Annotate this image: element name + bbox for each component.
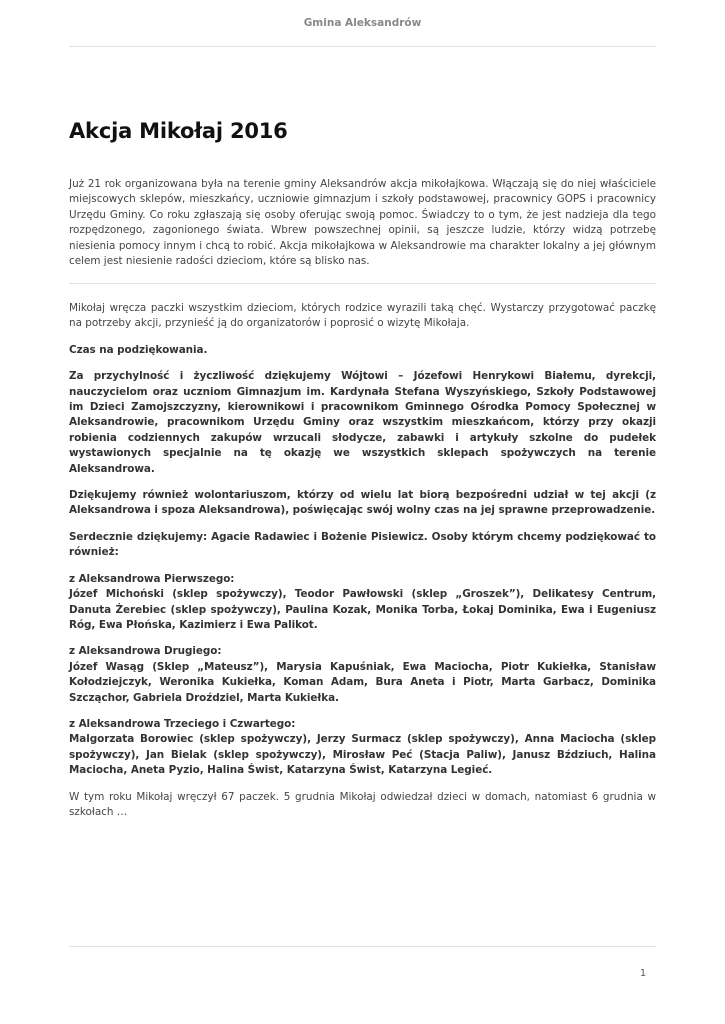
group-label: z Aleksandrowa Pierwszego: <box>69 572 235 585</box>
closing-paragraph: W tym roku Mikołaj wręczył 67 paczek. 5 grudnia Mikołaj odwiedzał dzieci w domach, natomiast 6 grudnia w szkołach … <box>69 790 656 818</box>
group-label: z Aleksandrowa Trzeciego i Czwartego: <box>69 717 296 730</box>
article-intro: Już 21 rok organizowana była na terenie gminy Aleksandrów akcja mikołajkowa. Włączają się do niej właściciele miejscowych sklepów, mieszkańcy, uczniowie gimnazjum i szkoły podstawowej, pracownicy GOPS i pracownicy Urzędu Gminy. Co roku zgłaszają się osoby oferując swoją pomoc. Świadczy to o tym, że jest nadzieja dla tego rozpędzonego, zagonionego świata. Wbrew powszechnej opinii, są jeszcze ludzie, którzy widzą potrzebę niesienia pomocy innym i chcą to robić. Akcja mikołajkowa w Aleksandrowie ma charakter lokalny a jej głównym celem jest niesienie radości dzieciom, które są blisko nas. <box>69 178 656 268</box>
intro-divider <box>69 283 656 284</box>
article-title: Akcja Mikołaj 2016 <box>69 119 288 143</box>
site-header: Gmina Aleksandrów <box>303 17 422 29</box>
thanks-paragraph: Za przychylność i życzliwość dziękujemy Wójtowi – Józefowi Henrykowi Białemu, dyrekcji, nauczycielom oraz uczniom Gimnazjum im. Kardynała Stefana Wyszyńskiego, Szkoły Podstawowej im Dzieci Zamojszczyzny, kierownikowi i pracownikom Gminnego Ośrodka Pomocy Społecznej w Aleksandrowie, pracownikom Urzędu Gminy oraz wszystkim mieszkańcom, którzy przy okazji robienia codziennych zakupów wrzucali słodycze, zabawki i artykuły szkolne do pudełek wystawionych specjalnie na tę okazję we wszystkich sklepach spożywczych na terenie Aleksandrowa. <box>69 370 656 475</box>
header-divider <box>69 46 656 47</box>
group-names: Józef Wasąg (Sklep „Mateusz”), Marysia Kapuśniak, Ewa Maciocha, Piotr Kukiełka, Stanisław Kołodziejczyk, Weronika Kukiełka, Koman Adam, Bura Aneta i Piotr, Marta Garbacz, Dominika Szcząchor, Gabriela Droździel, Marta Kukiełka. <box>69 660 656 704</box>
group-label: z Aleksandrowa Drugiego: <box>69 645 222 658</box>
page-number: 1 <box>639 968 646 979</box>
thanks-heading: Czas na podziękowania. <box>69 343 208 356</box>
thanks-individuals: Serdecznie dziękujemy: Agacie Radawiec i Bożenie Pisiewicz. Osoby którym chcemy podziękować to również: <box>69 530 656 559</box>
group-names: Józef Michoński (sklep spożywczy), Teodor Pawłowski (sklep „Groszek”), Delikatesy Centrum, Danuta Żerebiec (sklep spożywczy), Paulina Kozak, Monika Torba, Łokaj Dominika, Ewa i Eugeniusz Róg, Ewa Płońska, Kazimierz i Ewa Palikot. <box>69 588 656 631</box>
footer-divider <box>69 946 656 947</box>
group-names: Malgorzata Borowiec (sklep spożywczy), Jerzy Surmacz (sklep spożywczy), Anna Maciocha (sklep spożywczy), Jan Bielak (sklep spożywczy), Mirosław Peć (Stacja Paliw), Janusz Bździuch, Halina Maciocha, Aneta Pyzio, Halina Świst, Katarzyna Świst, Katarzyna Legieć. <box>69 733 656 777</box>
thanks-volunteers: Dziękujemy również wolontariuszom, którzy od wielu lat biorą bezpośredni udział w tej akcji (z Aleksandrowa i spoza Aleksandrowa), poświęcając swój wolny czas na jej sprawne przeprowadzenie. <box>69 489 656 517</box>
body-paragraph: Mikołaj wręcza paczki wszystkim dzieciom, których rodzice wyrazili taką chęć. Wystarczy przygotować paczkę na potrzeby akcji, przynieść ją do organizatorów i poprosić o wizytę Mikołaja. <box>69 302 656 330</box>
article-body <box>69 301 656 820</box>
